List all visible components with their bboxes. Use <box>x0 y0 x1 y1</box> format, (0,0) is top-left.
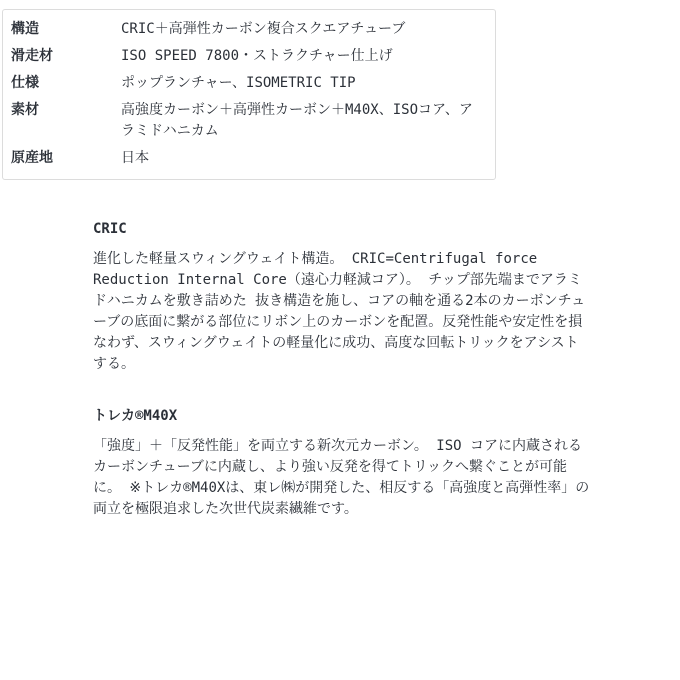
spec-label: 原産地 <box>11 150 53 166</box>
section-body-cric: 進化した軽量スウィングウェイト構造。 CRIC=Centrifugal force Reduction Internal Core（遠心力軽減コア）。 チップ部先端までアラミドハニカムを敷き詰めた 抜き構造を施し、コアの軸を通る2本のカーボンチューブの底面に繋がる部位にリボン上のカーボンを配置。反発性能や安定性を損なわず、スウィングウェイトの軽量化に成功、高度な回転トリックをアシストする。 <box>93 251 586 372</box>
description-content <box>93 177 592 520</box>
spec-value: ISO SPEED 7800・ストラクチャー仕上げ <box>121 48 393 64</box>
spec-table <box>2 9 496 180</box>
section-heading-torayca-m40x: トレカ®M40X <box>93 408 178 424</box>
section-cric <box>93 219 592 375</box>
spec-row-specification <box>3 70 495 97</box>
spec-value: CRIC＋高弾性カーボン複合スクエアチューブ <box>121 21 406 37</box>
spec-label: 滑走材 <box>11 48 53 64</box>
spec-label: 素材 <box>11 102 39 118</box>
spec-value: 日本 <box>121 150 149 166</box>
section-body-torayca-m40x: 「強度」＋「反発性能」を両立する新次元カーボン。 ISO コアに内蔵されるカーボンチューブに内蔵し、より強い反発を得てトリックへ繋ぐことが可能に。 ※トレカ®M40Xは、東レ㈱が開発した、相反する「高強度と高弾性率」の両立を極限追求した次世代炭素繊維です。 <box>93 438 590 517</box>
spec-label: 構造 <box>11 21 39 37</box>
spec-row-material <box>3 97 495 145</box>
section-torayca-m40x <box>93 406 592 520</box>
spec-value: 高強度カーボン＋高弾性カーボン＋M40X、ISOコア、アラミドハニカム <box>121 102 473 139</box>
spec-row-structure <box>3 16 495 43</box>
spec-value: ポップランチャー、ISOMETRIC TIP <box>121 75 356 91</box>
spec-row-origin <box>3 145 495 172</box>
spec-row-gliding-material <box>3 43 495 70</box>
spec-label: 仕様 <box>11 75 39 91</box>
section-heading-cric: CRIC <box>93 221 127 237</box>
